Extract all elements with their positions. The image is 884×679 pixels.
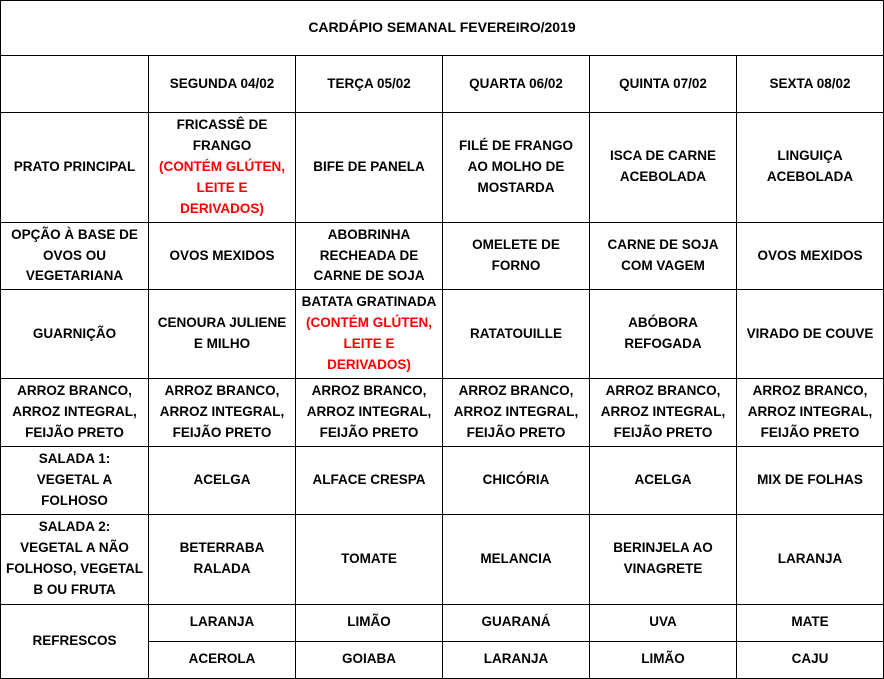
cell-text: MIX DE FOLHAS — [757, 471, 863, 487]
menu-cell — [590, 113, 737, 223]
day-header-friday: SEXTA 08/02 — [737, 56, 884, 113]
cell-text: LIMÃO — [641, 651, 685, 667]
menu-cell — [443, 379, 590, 447]
cell-text: GUARANÁ — [481, 614, 551, 630]
cell-text: CAJU — [791, 651, 829, 667]
menu-cell — [149, 222, 296, 290]
row-label-refrescos: REFRESCOS — [1, 604, 149, 678]
allergen-note: (CONTÉM GLÚTEN, LEITE E DERIVADOS) — [306, 315, 432, 373]
row-label-salada1: SALADA 1: VEGETAL A FOLHOSO — [1, 446, 149, 514]
cell-text: LARANJA — [189, 614, 255, 630]
menu-cell — [149, 514, 296, 604]
menu-cell — [149, 113, 296, 223]
cell-text: OVOS MEXIDOS — [757, 247, 863, 263]
menu-cell — [296, 446, 443, 514]
menu-cell — [590, 290, 737, 379]
menu-cell — [737, 290, 884, 379]
menu-cell — [149, 446, 296, 514]
table-row — [1, 446, 884, 514]
table-row — [1, 514, 884, 604]
allergen-note: (CONTÉM GLÚTEN, LEITE E DERIVADOS) — [159, 158, 285, 216]
cell-text: ABÓBORA REFOGADA — [624, 315, 702, 352]
table-row — [1, 290, 884, 379]
day-header-tuesday: TERÇA 05/02 — [296, 56, 443, 113]
cell-text: LINGUIÇA ACEBOLADA — [766, 148, 854, 185]
table-row — [1, 1, 884, 56]
menu-cell — [443, 290, 590, 379]
cell-text: LIMÃO — [347, 614, 391, 630]
cell-text: ACELGA — [634, 471, 692, 487]
cell-text: ARROZ BRANCO, ARROZ INTEGRAL, FEIJÃO PRETO — [306, 383, 432, 440]
cell-text: CENOURA JULIENE E MILHO — [157, 315, 287, 352]
cell-text: FILÉ DE FRANGO AO MOLHO DE MOSTARDA — [459, 137, 573, 195]
cell-text: CARNE DE SOJA COM VAGEM — [607, 237, 719, 273]
row-label-prato-principal: PRATO PRINCIPAL — [1, 113, 149, 223]
cell-text: BETERRABA RALADA — [179, 540, 265, 577]
menu-cell — [737, 379, 884, 447]
menu-cell — [443, 604, 590, 641]
menu-cell — [443, 446, 590, 514]
menu-cell — [149, 604, 296, 641]
cell-text: BIFE DE PANELA — [313, 158, 425, 174]
cell-text: BATATA GRATINADA — [301, 294, 437, 310]
cell-text: FRICASSÊ DE FRANGO — [176, 117, 268, 153]
cell-text: ALFACE CRESPA — [312, 471, 426, 487]
day-header-monday: SEGUNDA 04/02 — [149, 56, 296, 113]
menu-cell — [590, 514, 737, 604]
table-row — [1, 379, 884, 447]
menu-cell — [443, 641, 590, 678]
menu-cell — [149, 641, 296, 678]
menu-cell — [590, 222, 737, 290]
menu-cell — [590, 641, 737, 678]
page-title: CARDÁPIO SEMANAL FEVEREIRO/2019 — [1, 1, 884, 56]
cell-text: ACEROLA — [188, 651, 256, 667]
menu-cell — [296, 641, 443, 678]
cell-text: ARROZ BRANCO, ARROZ INTEGRAL, FEIJÃO PRETO — [159, 383, 285, 440]
corner-cell — [1, 56, 149, 113]
menu-cell — [296, 604, 443, 641]
menu-cell — [590, 604, 737, 641]
table-row — [1, 222, 884, 290]
table-row — [1, 113, 884, 223]
cell-text: LARANJA — [777, 550, 843, 566]
menu-cell — [737, 641, 884, 678]
menu-cell — [443, 113, 590, 223]
menu-cell — [149, 379, 296, 447]
cell-text: OVOS MEXIDOS — [169, 247, 275, 263]
cell-text: ISCA DE CARNE ACEBOLADA — [609, 148, 716, 185]
menu-cell — [296, 290, 443, 379]
cell-text: MELANCIA — [480, 550, 552, 566]
cell-text: CHICÓRIA — [482, 471, 550, 487]
menu-cell — [590, 379, 737, 447]
cell-text: RATATOUILLE — [470, 325, 562, 341]
cell-text: ACELGA — [193, 471, 251, 487]
row-label-opcao-vegetariana: OPÇÃO À BASE DE OVOS OU VEGETARIANA — [1, 222, 149, 290]
cell-text: BERINJELA AO VINAGRETE — [613, 540, 713, 577]
menu-cell — [296, 222, 443, 290]
cell-text: ARROZ BRANCO, ARROZ INTEGRAL, FEIJÃO PRETO — [453, 383, 579, 440]
menu-cell — [737, 446, 884, 514]
cell-text: ABOBRINHA RECHEADA DE CARNE DE SOJA — [313, 226, 425, 284]
cell-text: MATE — [791, 614, 829, 630]
cell-text: TOMATE — [341, 550, 397, 566]
menu-cell — [296, 113, 443, 223]
table-row — [1, 56, 884, 113]
day-header-thursday: QUINTA 07/02 — [590, 56, 737, 113]
cell-text: GOIABA — [342, 651, 396, 667]
cell-text: OMELETE DE FORNO — [472, 237, 560, 273]
menu-cell — [737, 514, 884, 604]
menu-cell — [443, 222, 590, 290]
menu-cell — [737, 113, 884, 223]
cell-text: UVA — [649, 614, 677, 630]
menu-cell — [443, 514, 590, 604]
row-label-guarnicao: GUARNIÇÃO — [1, 290, 149, 379]
cell-text: ARROZ BRANCO, ARROZ INTEGRAL, FEIJÃO PRETO — [600, 383, 726, 440]
menu-cell — [296, 379, 443, 447]
menu-cell — [590, 446, 737, 514]
menu-cell — [296, 514, 443, 604]
cell-text: ARROZ BRANCO, ARROZ INTEGRAL, FEIJÃO PRETO — [747, 383, 873, 440]
menu-cell — [149, 290, 296, 379]
menu-cell — [737, 222, 884, 290]
cell-text: VIRADO DE COUVE — [746, 325, 874, 341]
menu-cell — [737, 604, 884, 641]
row-label-arroz-feijao: ARROZ BRANCO, ARROZ INTEGRAL, FEIJÃO PRETO — [1, 379, 149, 447]
row-label-salada2: SALADA 2: VEGETAL A NÃO FOLHOSO, VEGETAL B OU FRUTA — [1, 514, 149, 604]
table-row — [1, 604, 884, 641]
day-header-wednesday: QUARTA 06/02 — [443, 56, 590, 113]
cell-text: LARANJA — [483, 651, 549, 667]
